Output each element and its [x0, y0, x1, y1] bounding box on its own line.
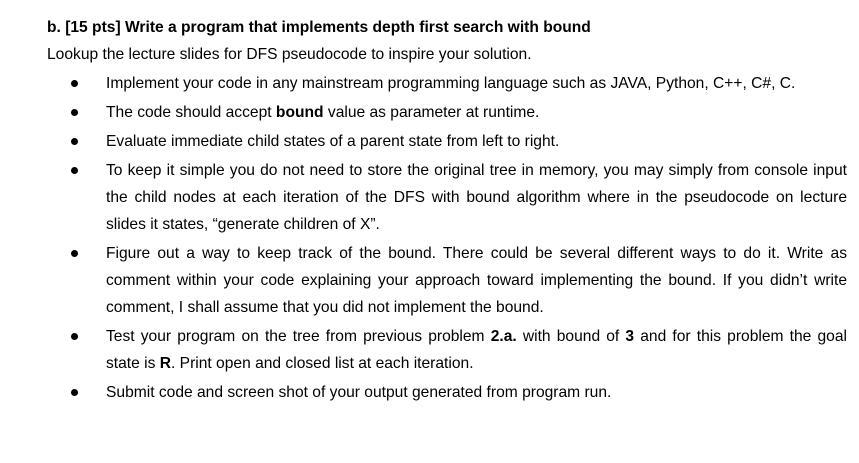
requirements-list: [47, 70, 847, 406]
list-item-text: [106, 323, 847, 377]
list-item: [47, 240, 847, 321]
bullet-dot-icon: [71, 80, 78, 87]
bullet-dot-icon: [71, 138, 78, 145]
intro-text: Lookup the lecture slides for DFS pseudocode to inspire your solution.: [47, 46, 532, 63]
list-item: [47, 128, 847, 155]
text-run: To keep it simple you do not need to store the original tree in memory, you may simply from console input the child nodes at each iteration of the DFS with bound algorithm where in the pseudocode on lecture slides it states, “generate children of X”.: [106, 162, 847, 233]
text-run: Implement your code in any mainstream programming language such as JAVA, Python, C++, C#, C.: [106, 75, 796, 92]
list-item-text: [106, 70, 847, 97]
list-item: [47, 323, 847, 377]
text-run: . Print open and closed list at each iteration.: [171, 355, 474, 372]
list-item: [47, 70, 847, 97]
text-run: and for this problem the goal state is: [106, 328, 847, 372]
list-item-text: [106, 157, 847, 238]
text-run: Submit code and screen shot of your output generated from program run.: [106, 384, 612, 401]
text-run: Figure out a way to keep track of the bound. There could be several different ways to do it. Write as comment within your code explaining your approach toward implementing the bound. If you didn’t write comment, I shall assume that you did not implement the bound.: [106, 245, 847, 316]
bullet-dot-icon: [71, 109, 78, 116]
list-item-text: [106, 99, 847, 126]
bold-text: R: [159, 355, 171, 372]
assignment-document: [47, 14, 847, 406]
list-item-text: [106, 128, 847, 155]
list-item-text: [106, 379, 847, 406]
list-item: [47, 157, 847, 238]
text-run: Test your program on the tree from previous problem: [106, 328, 491, 345]
list-item: [47, 99, 847, 126]
text-run: value as parameter at runtime.: [323, 104, 540, 121]
list-item: [47, 379, 847, 406]
bullet-dot-icon: [71, 250, 78, 257]
bold-text: bound: [275, 104, 324, 121]
list-item-text: [106, 240, 847, 321]
text-run: Evaluate immediate child states of a parent state from left to right.: [106, 133, 560, 150]
text-run: with bound of: [516, 328, 626, 345]
question-heading: b. [15 pts] Write a program that implements depth first search with bound: [47, 19, 591, 36]
bullet-dot-icon: [71, 389, 78, 396]
bullet-dot-icon: [71, 333, 78, 340]
bold-text: 2.a.: [490, 328, 517, 345]
bold-text: 3: [625, 328, 635, 345]
bullet-dot-icon: [71, 167, 78, 174]
text-run: The code should accept: [106, 104, 276, 121]
